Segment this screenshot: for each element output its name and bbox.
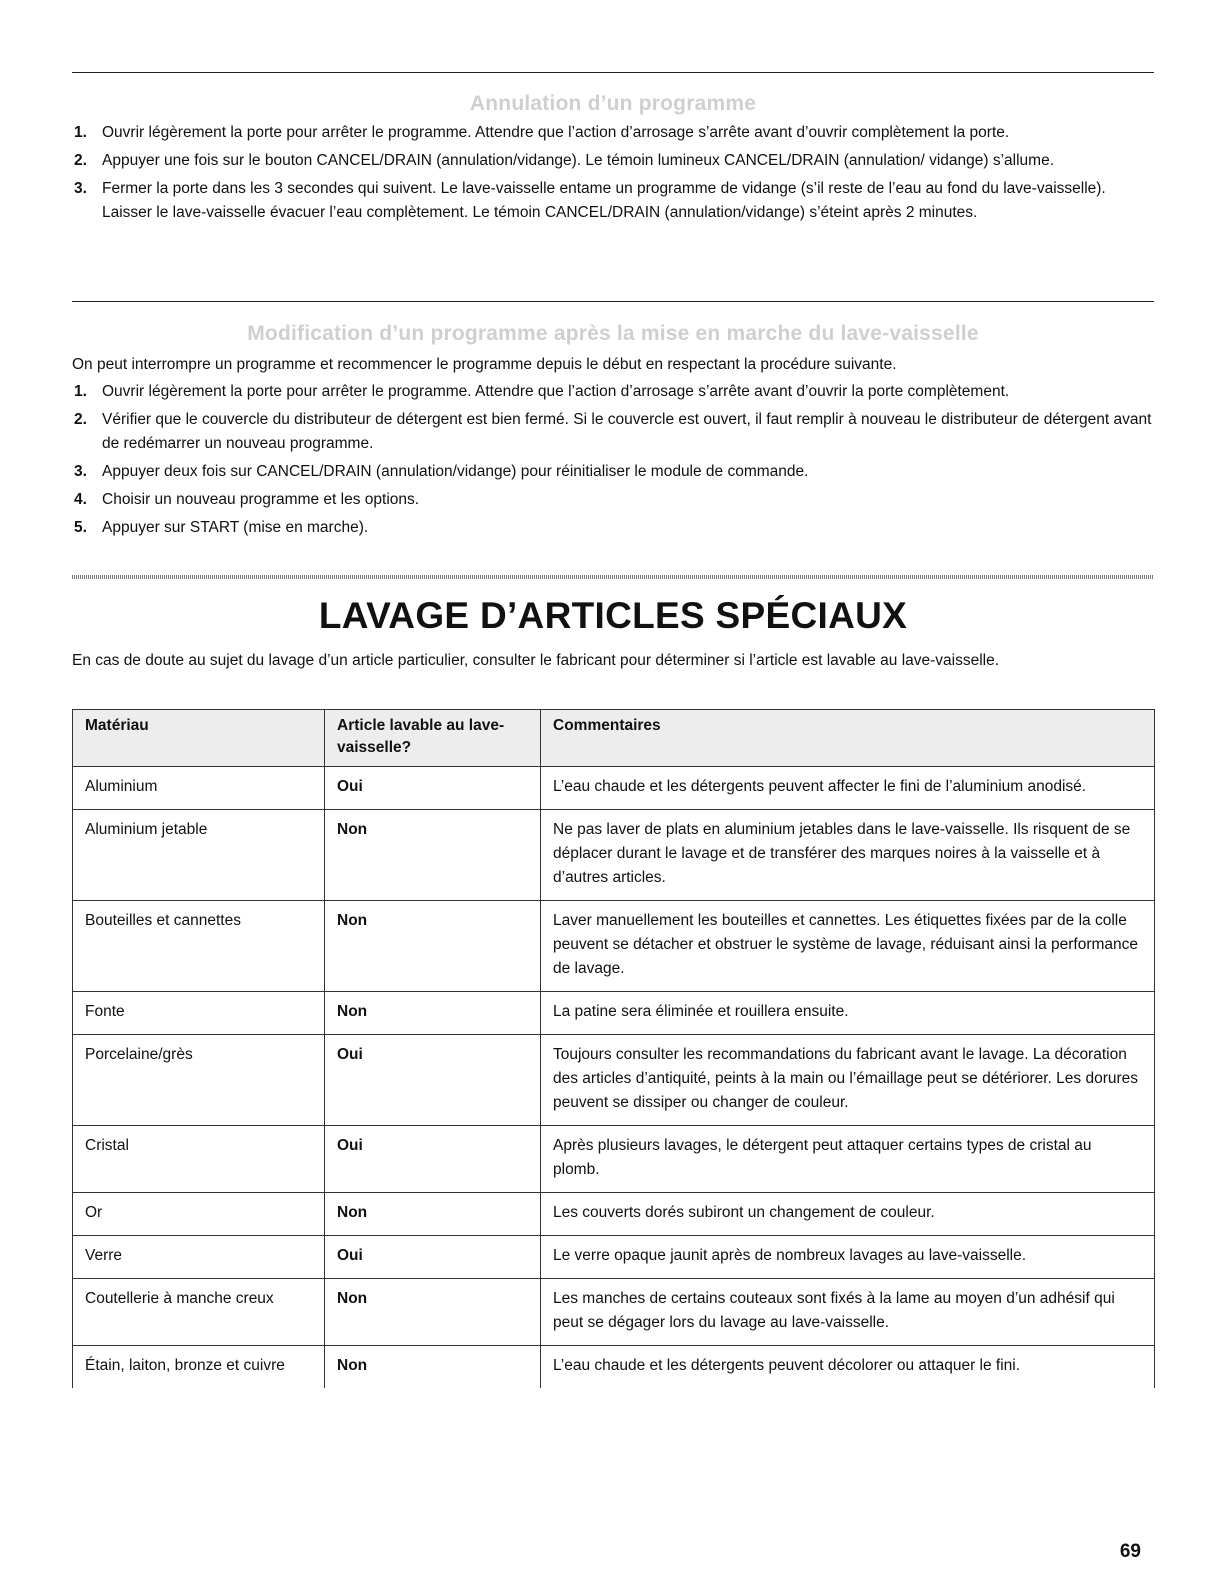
list-item — [72, 488, 1154, 512]
materials-table — [72, 709, 1155, 1388]
cell-dishwasher-safe: Non — [325, 1346, 541, 1389]
table-row — [73, 1236, 1155, 1279]
top-rule — [72, 72, 1154, 73]
cell-dishwasher-safe: Oui — [325, 1236, 541, 1279]
cell-comments: La patine sera éliminée et rouillera ensuite. — [541, 992, 1155, 1035]
section-title-change-cycle: Modification d’un programme après la mise en marche du lave-vaisselle — [247, 322, 979, 345]
cell-dishwasher-safe: Non — [325, 992, 541, 1035]
step-text: Vérifier que le couvercle du distributeur de détergent est bien fermé. Si le couvercle est ouvert, il faut remplir à nouveau le distributeur de détergent avant de redémarrer un nouveau programme. — [102, 411, 1152, 452]
table-row — [73, 1126, 1155, 1193]
cancel-cycle-steps — [72, 121, 1154, 229]
step-number: 3. — [74, 463, 87, 480]
cell-material: Aluminium jetable — [73, 810, 325, 901]
header-dishwasher-safe: Article lavable au lave-vaisselle? — [325, 710, 541, 767]
step-text: Appuyer sur START (mise en marche). — [102, 519, 369, 536]
step-text: Fermer la porte dans les 3 secondes qui suivent. Le lave-vaisselle entame un programme de vidange (s’il reste de l’eau au fond du lave-vaisselle). Laisser le lave-vaisselle évacuer l’eau complètement. Le témoin CANCEL/DRAIN (annulation/vidange) s’éteint après 2 minutes. — [102, 180, 1106, 221]
step-number: 1. — [74, 124, 87, 141]
special-items-intro: En cas de doute au sujet du lavage d’un article particulier, consulter le fabricant pour déterminer si l’article est lavable au lave-vaisselle. — [72, 652, 1000, 669]
list-item — [72, 408, 1154, 456]
cell-comments: Les couverts dorés subiront un changement de couleur. — [541, 1193, 1155, 1236]
table-row — [73, 810, 1155, 901]
cell-material: Coutellerie à manche creux — [73, 1279, 325, 1346]
section-title-cancel-cycle: Annulation d’un programme — [469, 92, 757, 115]
cell-material: Porcelaine/grès — [73, 1035, 325, 1126]
step-text: Ouvrir légèrement la porte pour arrêter le programme. Attendre que l’action d’arrosage s’arrête avant d’ouvrir la porte complètement. — [102, 383, 1010, 400]
step-text: Ouvrir légèrement la porte pour arrêter le programme. Attendre que l’action d’arrosage s’arrête avant d’ouvrir complètement la porte. — [102, 124, 1010, 141]
step-number: 1. — [74, 383, 87, 400]
cell-comments: Le verre opaque jaunit après de nombreux lavages au lave-vaisselle. — [541, 1236, 1155, 1279]
cell-dishwasher-safe: Non — [325, 810, 541, 901]
section-rule — [72, 301, 1154, 302]
cell-dishwasher-safe: Oui — [325, 1035, 541, 1126]
cell-material: Or — [73, 1193, 325, 1236]
list-item — [72, 380, 1154, 404]
change-cycle-intro: On peut interrompre un programme et recommencer le programme depuis le début en respectant la procédure suivante. — [72, 356, 897, 373]
table-header-row — [73, 710, 1155, 767]
step-text: Appuyer deux fois sur CANCEL/DRAIN (annulation/vidange) pour réinitialiser le module de commande. — [102, 463, 809, 480]
list-item — [72, 177, 1154, 225]
table-row — [73, 992, 1155, 1035]
cell-comments: Laver manuellement les bouteilles et cannettes. Les étiquettes fixées par de la colle peuvent se détacher et obstruer le système de lavage, réduisant ainsi la performance de lavage. — [541, 901, 1155, 992]
list-item — [72, 460, 1154, 484]
table-row — [73, 901, 1155, 992]
change-cycle-steps — [72, 380, 1154, 544]
table-row — [73, 767, 1155, 810]
cell-material: Verre — [73, 1236, 325, 1279]
cell-material: Aluminium — [73, 767, 325, 810]
step-text: Choisir un nouveau programme et les options. — [102, 491, 420, 508]
step-text: Appuyer une fois sur le bouton CANCEL/DRAIN (annulation/vidange). Le témoin lumineux CANCEL/DRAIN (annulation/ vidange) s’allume. — [102, 152, 1055, 169]
cell-comments: L’eau chaude et les détergents peuvent affecter le fini de l’aluminium anodisé. — [541, 767, 1155, 810]
cell-material: Fonte — [73, 992, 325, 1035]
cell-dishwasher-safe: Non — [325, 1279, 541, 1346]
step-number: 2. — [74, 152, 87, 169]
table-row — [73, 1279, 1155, 1346]
page-number: 69 — [1119, 1541, 1141, 1562]
cell-comments: Ne pas laver de plats en aluminium jetables dans le lave-vaisselle. Ils risquent de se déplacer durant le lavage et de transférer des marques noires à la vaisselle et à d’autres articles. — [541, 810, 1155, 901]
table-row — [73, 1193, 1155, 1236]
cell-dishwasher-safe: Oui — [325, 767, 541, 810]
table-row — [73, 1035, 1155, 1126]
cell-material: Bouteilles et cannettes — [73, 901, 325, 992]
cell-dishwasher-safe: Non — [325, 1193, 541, 1236]
list-item — [72, 149, 1154, 173]
dotted-divider — [72, 575, 1154, 579]
cell-comments: Les manches de certains couteaux sont fixés à la lame au moyen d’un adhésif qui peut se dégager lors du lavage au lave-vaisselle. — [541, 1279, 1155, 1346]
cell-comments: L’eau chaude et les détergents peuvent décolorer ou attaquer le fini. — [541, 1346, 1155, 1389]
cell-comments: Après plusieurs lavages, le détergent peut attaquer certains types de cristal au plomb. — [541, 1126, 1155, 1193]
cell-comments: Toujours consulter les recommandations du fabricant avant le lavage. La décoration des articles d’antiquité, peints à la main ou l’émaillage peut se détériorer. Les dorures peuvent se dissiper ou changer de couleur. — [541, 1035, 1155, 1126]
cell-material: Étain, laiton, bronze et cuivre — [73, 1346, 325, 1389]
page-title: LAVAGE D’ARTICLES SPÉCIAUX — [318, 595, 908, 636]
cell-dishwasher-safe: Oui — [325, 1126, 541, 1193]
table-row — [73, 1346, 1155, 1389]
header-comments: Commentaires — [541, 710, 1155, 767]
step-number: 4. — [74, 491, 87, 508]
list-item — [72, 516, 1154, 540]
cell-material: Cristal — [73, 1126, 325, 1193]
step-number: 2. — [74, 411, 87, 428]
step-number: 3. — [74, 180, 87, 197]
header-material: Matériau — [73, 710, 325, 767]
cell-dishwasher-safe: Non — [325, 901, 541, 992]
list-item — [72, 121, 1154, 145]
step-number: 5. — [74, 519, 87, 536]
